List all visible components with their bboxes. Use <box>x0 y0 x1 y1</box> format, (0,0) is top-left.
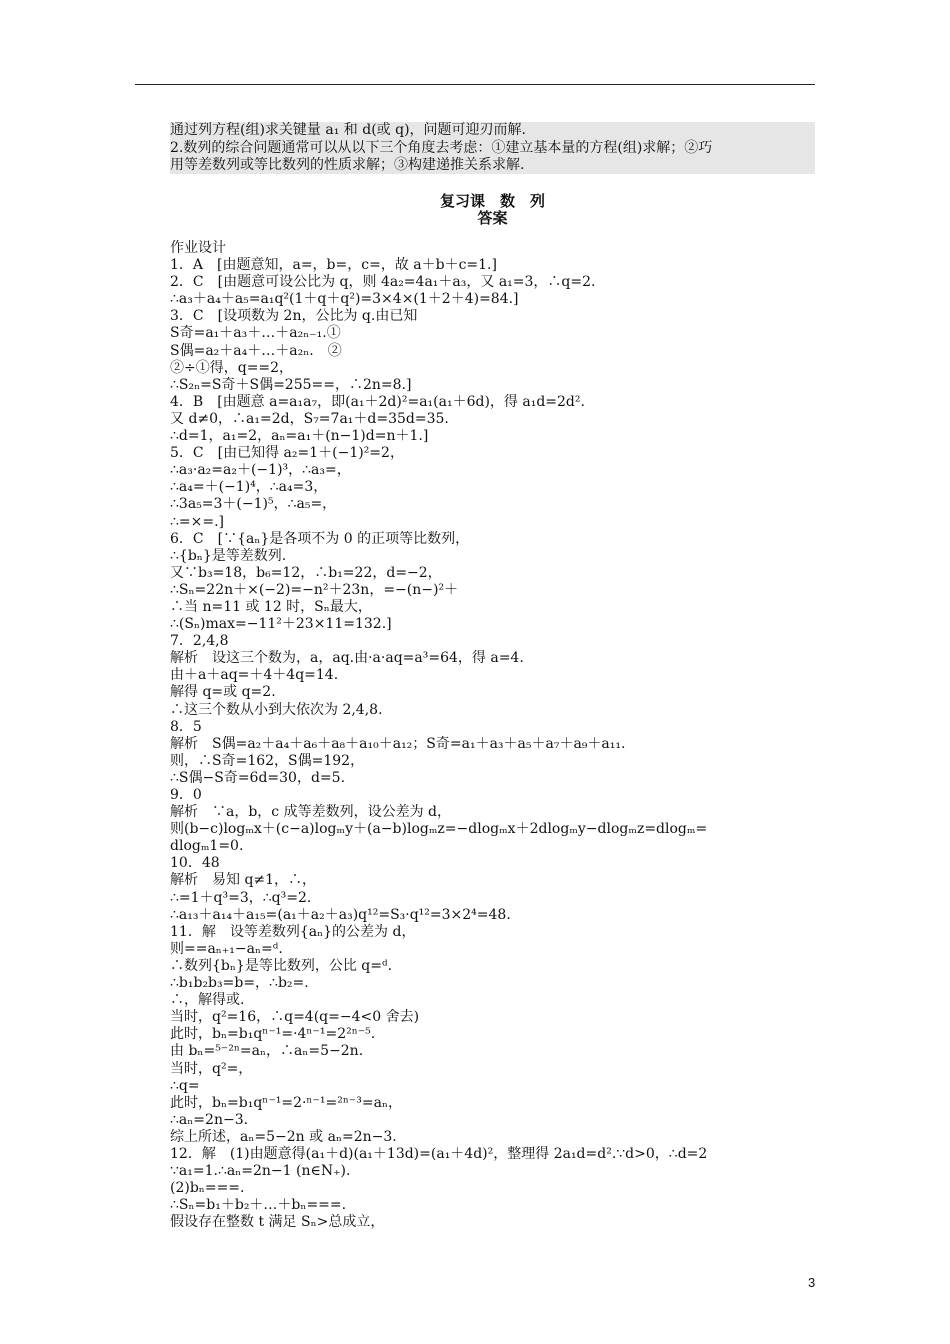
intro-line: 用等差数列或等比数列的性质求解；③构建递推关系求解. <box>170 157 525 173</box>
answer-line: 则，∴S奇=162，S偶=192， <box>170 752 365 769</box>
answer-line: 解析 设这三个数为，a，aq.由·a·aq=a³=64，得 a=4. <box>170 650 524 667</box>
answer-line: ∴aₙ=2n−3. <box>170 1111 249 1128</box>
answer-line: ∴a₃·a₂=a₂＋(−1)³，∴a₃=， <box>170 462 351 479</box>
answer-line: 解析 S偶=a₂＋a₄＋a₆＋a₈＋a₁₀＋a₁₂；S奇=a₁＋a₃＋a₅＋a₇＋a₉＋a₁₁. <box>170 735 626 752</box>
answer-line: ∴=×=.] <box>170 513 225 530</box>
answer-line: 当时，q²=16，∴q=4(q=−4<0 舍去) <box>170 1009 420 1026</box>
answer-line: ∴a₁₃＋a₁₄＋a₁₅=(a₁＋a₂＋a₃)q¹²=S₃·q¹²=3×2⁴=48. <box>170 906 511 923</box>
answer-line: S奇=a₁＋a₃＋…＋a₂ₙ₋₁.① <box>170 325 341 342</box>
answer-line: 6．C [∵{aₙ}是各项不为 0 的正项等比数列， <box>170 530 470 547</box>
answer-line: ∴b₁b₂b₃=b=，∴b₂=. <box>170 975 309 992</box>
answer-line: 又 d≠0，∴a₁=2d，S₇=7a₁＋d=35d=35. <box>170 410 449 427</box>
intro-line: 2.数列的综合问题通常可以从以下三个角度去考虑：①建立基本量的方程(组)求解；②巧 <box>170 139 713 156</box>
answer-line: ∴，解得或. <box>170 992 245 1009</box>
answer-line: 此时，bₙ=b₁qⁿ⁻¹=·4ⁿ⁻¹=2²ⁿ⁻⁵. <box>170 1026 376 1043</box>
answer-line: 则==aₙ₊₁−aₙ=ᵈ. <box>170 940 283 957</box>
answer-line: 10．48 <box>170 855 220 872</box>
answer-line: 11．解 设等差数列{aₙ}的公差为 d， <box>170 923 416 940</box>
answer-line: 作业设计 <box>170 240 226 256</box>
answer-line: 2．C [由题意可设公比为 q，则 4a₂=4a₁＋a₃，又 a₁=3，∴q=2. <box>170 274 596 291</box>
answer-line: ∴S₂ₙ=S奇＋S偶=255==，∴2n=8.] <box>170 376 412 393</box>
answer-line: 当时，q²=， <box>170 1060 253 1077</box>
page-number: 3 <box>808 1275 816 1290</box>
header-rule <box>135 84 815 85</box>
answer-line: ∴q= <box>170 1077 200 1094</box>
answer-line: 此时，bₙ=b₁qⁿ⁻¹=2·ⁿ⁻¹=²ⁿ⁻³=aₙ， <box>170 1094 403 1111</box>
answer-line: 解得 q=或 q=2. <box>170 684 276 701</box>
page-title: 复习课 数 列 <box>439 192 545 210</box>
answer-line: ∵a₁=1.∴aₙ=2n−1 (n∈N₊). <box>170 1163 351 1180</box>
answer-line: ∴a₃＋a₄＋a₅=a₁q²(1＋q＋q²)=3×4×(1＋2＋4)=84.] <box>170 291 519 308</box>
answer-heading: 答案 <box>477 209 508 227</box>
answer-line: 解析 易知 q≠1，∴， <box>170 872 317 889</box>
answer-line: ②÷①得，q==2， <box>170 359 294 376</box>
answer-line: 假设存在整数 t 满足 Sₙ>总成立， <box>170 1214 385 1231</box>
answer-line: 3．C [设项数为 2n，公比为 q.由已知 <box>170 308 418 325</box>
answer-line: ∴{bₙ}是等差数列. <box>170 547 287 564</box>
answer-line: ∴3a₅=3＋(−1)⁵，∴a₅=， <box>170 496 337 513</box>
answer-line: 12．解 (1)由题意得(a₁＋d)(a₁＋13d)=(a₁＋4d)²，整理得 2a₁d=d².∵d>0，∴d=2 <box>170 1145 708 1162</box>
answer-line: 4．B [由题意 a=a₁a₇，即(a₁＋2d)²=a₁(a₁＋6d)，得 a₁d=2d². <box>170 393 585 410</box>
answer-line: 7．2,4,8 <box>170 633 229 650</box>
answer-line: 综上所述，aₙ=5−2n 或 aₙ=2n−3. <box>170 1128 397 1145</box>
answer-body <box>170 240 815 1231</box>
intro-line: 通过列方程(组)求关键量 a₁ 和 d(或 q)，问题可迎刃而解. <box>170 122 526 138</box>
answer-line: ∴d=1，a₁=2，aₙ=a₁＋(n−1)d=n＋1.] <box>170 428 429 445</box>
answer-line: ∴数列{bₙ}是等比数列，公比 q=ᵈ. <box>170 957 393 974</box>
answer-line: 则(b−c)logₘx＋(c−a)logₘy＋(a−b)logₘz=−dlogₘx＋2dlogₘy−dlogₘz=dlogₘ= <box>170 821 708 838</box>
answer-line: ∴=1＋q³=3，∴q³=2. <box>170 889 312 906</box>
answer-line: 1．A [由题意知，a=，b=，c=，故 a＋b＋c=1.] <box>170 257 497 274</box>
answer-line: ∴Sₙ=22n＋×(−2)=−n²＋23n，=−(n−)²＋ <box>170 581 459 598</box>
answer-line: 9．0 <box>170 787 202 803</box>
answer-line: ∴(Sₙ)max=−11²＋23×11=132.] <box>170 616 392 633</box>
answer-line: ∴a₄=＋(−1)⁴，∴a₄=3， <box>170 479 328 496</box>
answer-line: ∴Sₙ=b₁＋b₂＋…＋bₙ===. <box>170 1197 347 1214</box>
answer-line: ∴当 n=11 或 12 时，Sₙ最大， <box>170 598 372 615</box>
answer-line: ∴S偶−S奇=6d=30，d=5. <box>170 769 346 786</box>
answer-line: (2)bₙ===. <box>170 1180 245 1197</box>
answer-line: dlogₘ1=0. <box>170 838 244 855</box>
answer-line: 8．5 <box>170 718 202 735</box>
intro-block <box>170 122 815 174</box>
answer-line: 5．C [由已知得 a₂=1＋(−1)²=2， <box>170 445 404 462</box>
answer-line: S偶=a₂＋a₄＋…＋a₂ₙ. ② <box>170 342 342 359</box>
answer-line: 解析 ∵a，b，c 成等差数列，设公差为 d， <box>170 804 452 821</box>
answer-line: 由 bₙ=⁵⁻²ⁿ=aₙ，∴aₙ=5−2n. <box>170 1043 364 1060</box>
answer-line: 由＋a＋aq=＋4＋4q=14. <box>170 667 339 684</box>
answer-line: ∴这三个数从小到大依次为 2,4,8. <box>170 701 383 718</box>
answer-line: 又∵b₃=18，b₆=12，∴b₁=22，d=−2， <box>170 564 442 581</box>
